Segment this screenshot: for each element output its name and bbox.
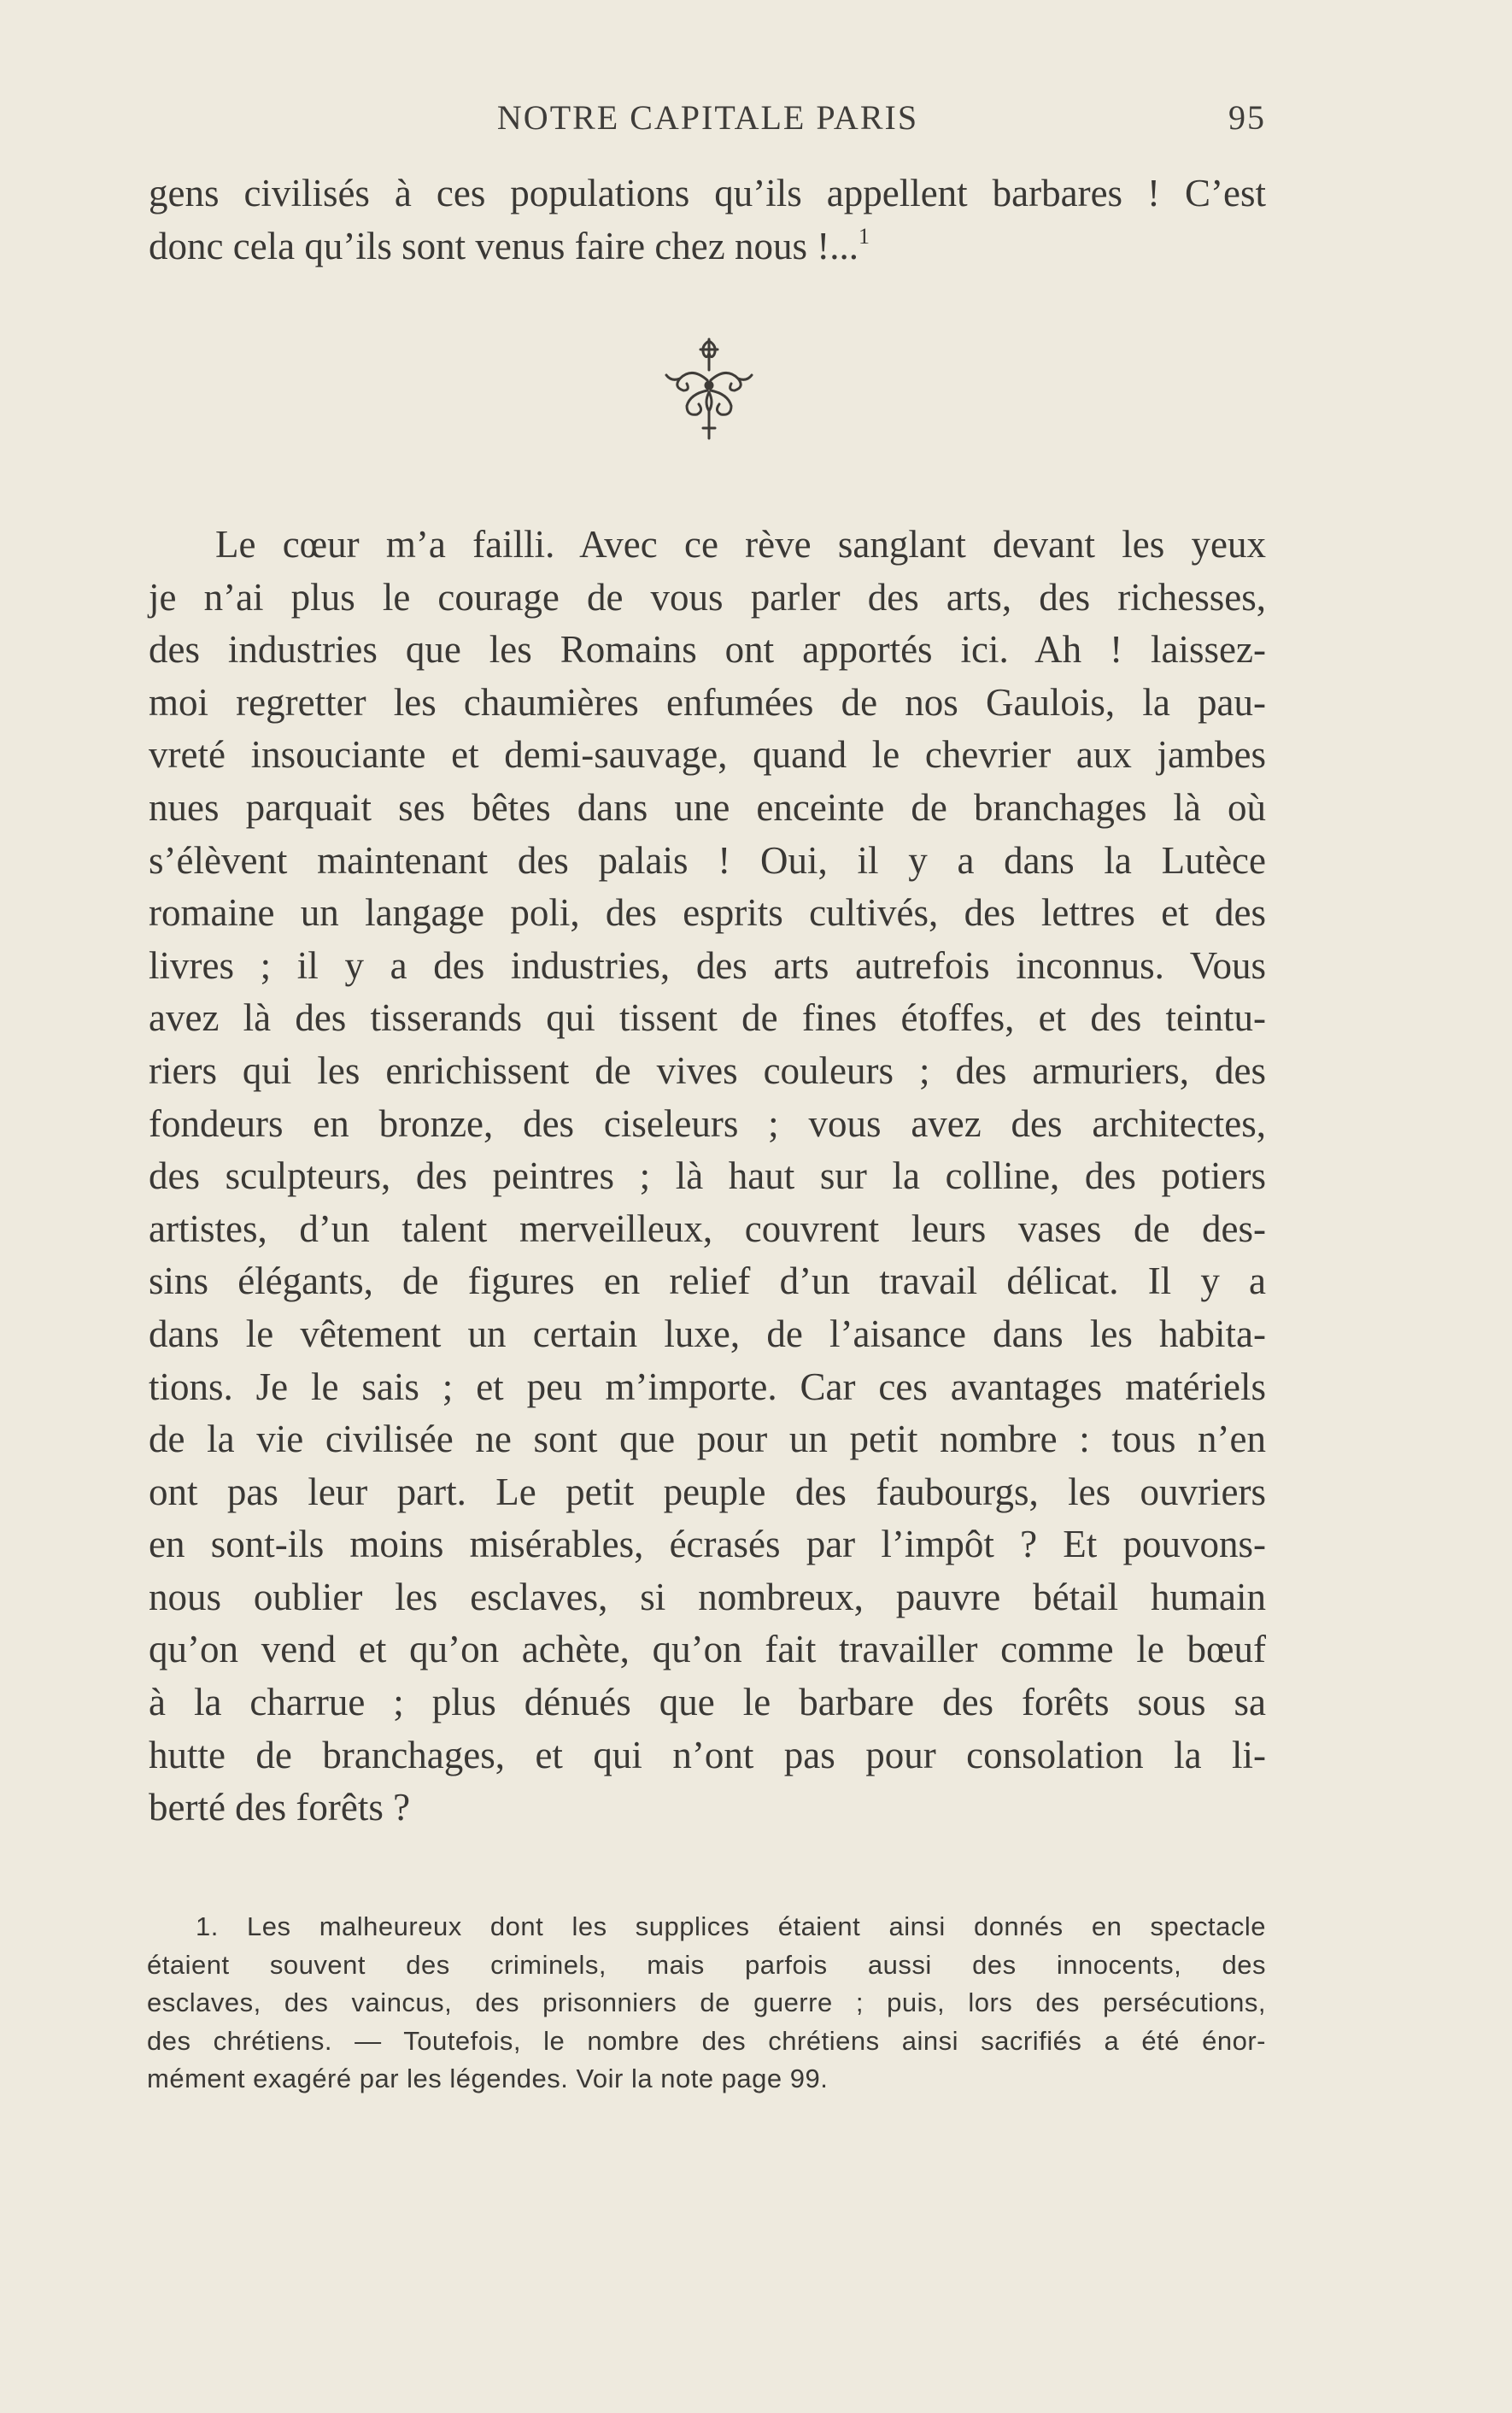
page-number: 95 (1228, 98, 1266, 137)
text-line: nous oublier les esclaves, si nombreux, pauvre bétail humain (149, 1575, 1266, 1618)
text-line: s’élèvent maintenant des palais ! Oui, il y a dans la Lutèce (149, 838, 1266, 882)
text-line: moi regretter les chaumières enfumées de nos Gaulois, la pau- (149, 680, 1266, 724)
footnote-line: esclaves, des vaincus, des prisonniers de guerre ; puis, lors des persécutions, (147, 1987, 1266, 2017)
text-line: en sont-ils moins misérables, écrasés par l’impôt ? Et pouvons- (149, 1523, 1266, 1566)
footnote-reference: 1 (858, 223, 870, 249)
text-line: de la vie civilisée ne sont que pour un petit nombre : tous n’en (149, 1418, 1266, 1461)
text-line: nues parquait ses bêtes dans une enceinte de branchages là où (149, 785, 1266, 829)
footnote-line: mément exagéré par les légendes. Voir la note page 99. (147, 2064, 829, 2093)
fleuron-ornament-icon (641, 329, 777, 457)
text-line: dans le vêtement un certain luxe, de l’aisance dans les habita- (149, 1312, 1266, 1355)
text-line: riers qui les enrichissent de vives couleurs ; des armuriers, des (149, 1048, 1266, 1092)
footnote (147, 1908, 1266, 2099)
text-line: gens civilisés à ces populations qu’ils appellent barbares ! C’est (149, 172, 1266, 214)
text-line: donc cela qu’ils sont venus faire chez nous !... (149, 224, 859, 267)
main-paragraph (149, 519, 1266, 1835)
text-line: avez là des tisserands qui tissent de fines étoffes, et des teintu- (149, 996, 1266, 1040)
running-title: NOTRE CAPITALE PARIS (496, 98, 919, 137)
text-line: Le cœur m’a failli. Avec ce rève sanglant devant les yeux (215, 523, 1266, 566)
text-line: livres ; il y a des industries, des arts autrefois inconnus. Vous (149, 943, 1266, 987)
text-line: berté des forêts ? (149, 1786, 411, 1829)
text-line: je n’ai plus le courage de vous parler des arts, des richesses, (149, 575, 1266, 619)
paragraph-continued (149, 167, 1266, 273)
text-line: à la charrue ; plus dénués que le barbare des forêts sous sa (149, 1681, 1266, 1724)
text-line: des industries que les Romains ont apportés ici. Ah ! laissez- (149, 628, 1266, 672)
footnote-line: des chrétiens. — Toutefois, le nombre des chrétiens ainsi sacrifiés a été énor- (147, 2025, 1266, 2056)
text-line: qu’on vend et qu’on achète, qu’on fait travailler comme le bœuf (149, 1628, 1266, 1671)
running-header (149, 97, 1266, 149)
footnote-line: étaient souvent des criminels, mais parfois aussi des innocents, des (147, 1949, 1266, 1980)
text-line: fondeurs en bronze, des ciseleurs ; vous avez des architectes, (149, 1101, 1266, 1145)
text-line: romaine un langage poli, des esprits cultivés, des lettres et des (149, 891, 1266, 935)
text-line: artistes, d’un talent merveilleux, couvrent leurs vases de des- (149, 1206, 1266, 1250)
text-line: sins élégants, de figures en relief d’un travail délicat. Il y a (149, 1259, 1266, 1303)
text-line: des sculpteurs, des peintres ; là haut sur la colline, des potiers (149, 1154, 1266, 1198)
text-line: ont pas leur part. Le petit peuple des faubourgs, les ouvriers (149, 1470, 1266, 1513)
text-line: vreté insouciante et demi-sauvage, quand le chevrier aux jambes (149, 733, 1266, 777)
text-line: hutte de branchages, et qui n’ont pas pour consolation la li- (149, 1733, 1266, 1776)
text-line-with-note (149, 220, 1266, 273)
text-line: tions. Je le sais ; et peu m’importe. Car ces avantages matériels (149, 1365, 1266, 1408)
footnote-line: 1. Les malheureux dont les supplices étaient ainsi donnés en spectacle (196, 1911, 1266, 1941)
